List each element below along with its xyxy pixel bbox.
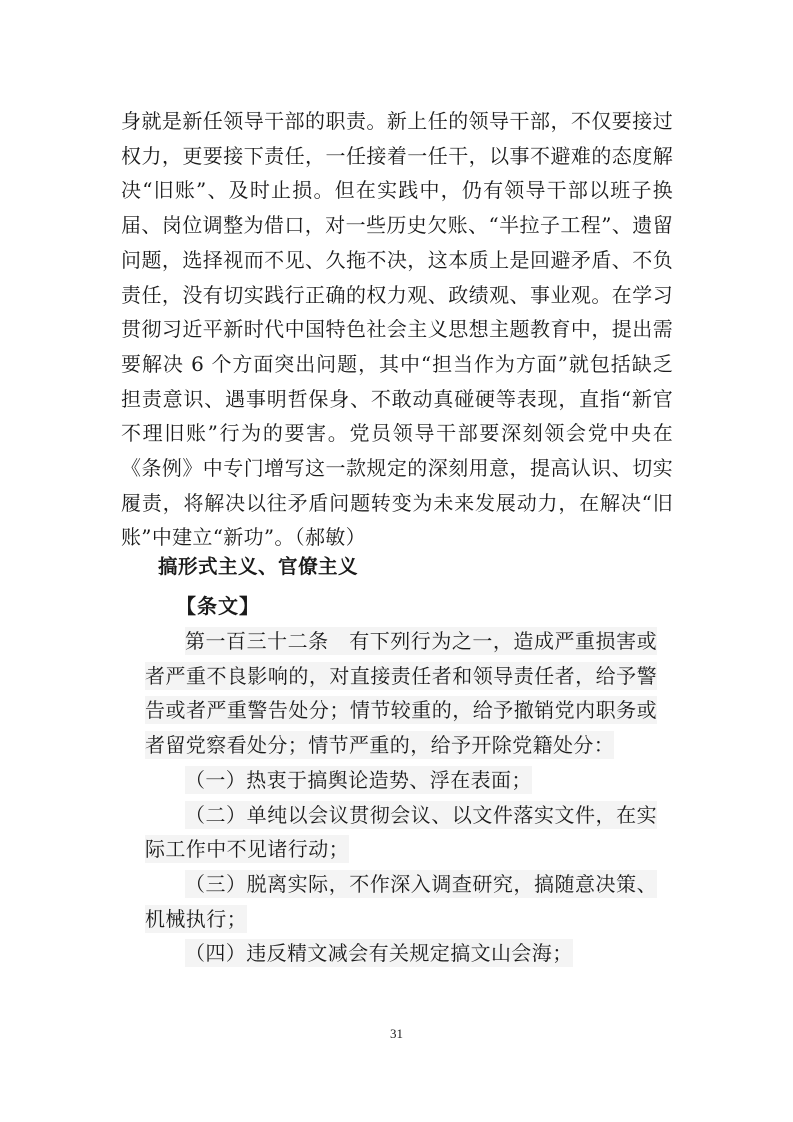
- clause-item-1: [145, 763, 657, 798]
- clause-text-block: [145, 624, 657, 971]
- clause-item-2: [145, 798, 657, 867]
- clause-item-1-text: （一）热衷于搞舆论造势、浮在表面；: [185, 767, 532, 792]
- clause-item-4-text: （四）违反精文减会有关规定搞文山会海；: [185, 941, 573, 966]
- clause-main-text: 第一百三十二条 有下列行为之一，造成严重损害或者严重不良影响的，对直接责任者和领导责任者，给予警告或者严重警告处分；情节较重的，给予撤销党内职务或者留党察看处分；情节严重的，给予开除党籍处分：: [145, 629, 657, 758]
- clause-main-paragraph: [145, 624, 657, 763]
- clause-item-2-text: （二）单纯以会议贯彻会议、以文件落实文件，在实际工作中不见诸行动；: [145, 802, 657, 862]
- section-heading: 搞形式主义、官僚主义: [158, 555, 359, 578]
- page-number: 31: [390, 1026, 403, 1041]
- clause-item-3: [145, 867, 657, 936]
- clause-item-4: [145, 936, 657, 971]
- intro-paragraph: 身就是新任领导干部的职责。新上任的领导干部，不仅要接过权力，更要接下责任，一任接着一任干，以事不避难的态度解决“旧账”、及时止损。但在实践中，仍有领导干部以班子换届、岗位调整为借口，对一些历史欠账、“半拉子工程”、遗留问题，选择视而不见、久拖不决，这本质上是回避矛盾、不负责任，没有切实践行正确的权力观、政绩观、事业观。在学习贯彻习近平新时代中国特色社会主义思想主题教育中，提出需要解决 6 个方面突出问题，其中“担当作为方面”就包括缺乏担责意识、遇事明哲保身、不敢动真碰硬等表现，直指“新官不理旧账”行为的要害。党员领导干部要深刻领会党中央在《条例》中专门增写这一款规定的深刻用意，提高认识、切实履责，将解决以往矛盾问题转变为未来发展动力，在解决“旧账”中建立“新功”。（郝敏）: [121, 109, 673, 550]
- clause-label: 【条文】: [176, 594, 260, 618]
- clause-item-3-text: （三）脱离实际，不作深入调查研究，搞随意决策、机械执行；: [145, 871, 657, 931]
